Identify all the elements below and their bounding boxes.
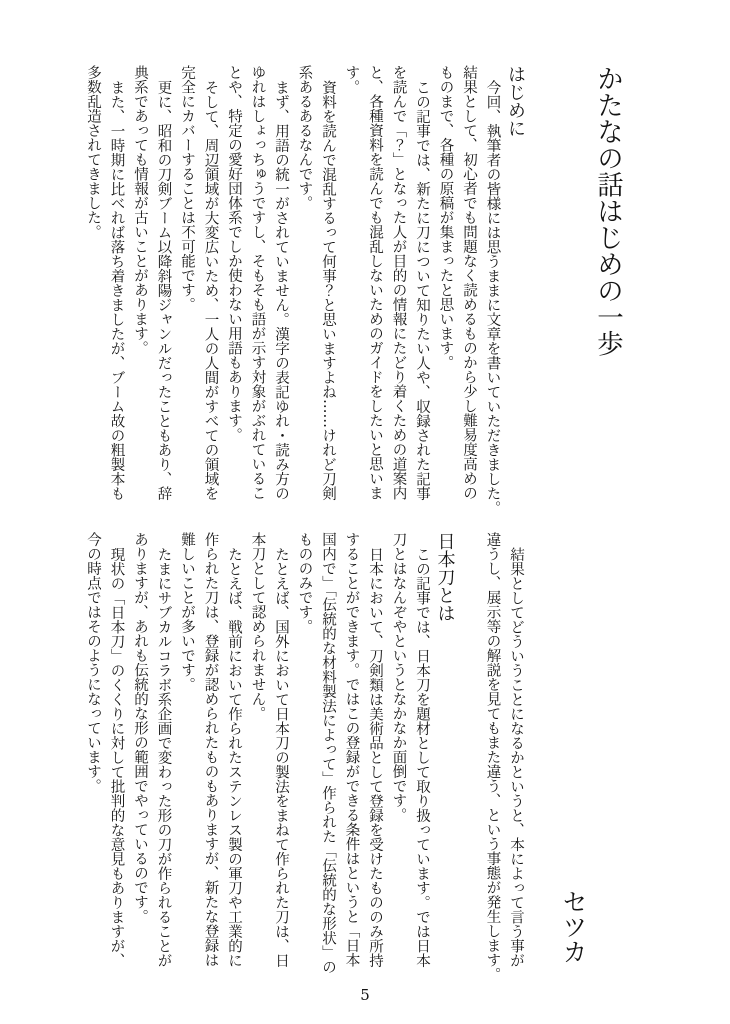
section-heading: はじめに bbox=[505, 65, 526, 137]
text-line: 結果として、初心者でも問題なく読めるものから少し難易度高めの bbox=[461, 65, 477, 500]
text-line: と、各種資料を読んでも混乱しないためのガイドをしたいと思いま bbox=[367, 65, 383, 500]
page-number: 5 bbox=[360, 986, 370, 1004]
section-heading: 日本刀とは bbox=[434, 532, 456, 622]
upper-tier bbox=[81, 65, 623, 515]
paragraph bbox=[245, 532, 292, 967]
text-line: 日本において、刀剣類は美術品として登録を受けたもののみ所持 bbox=[367, 546, 383, 967]
paragraph bbox=[81, 532, 128, 967]
paragraph bbox=[128, 532, 175, 967]
text-line: 更に、昭和の刀剣ブーム以降斜陽ジャンルだったこともあり、辞 bbox=[155, 79, 172, 500]
text-line: この記事では、新たに刀について知りたい人や、収録された記事 bbox=[414, 79, 430, 500]
text-line: 現状の「日本刀」のくくりに対して批判的な意見もありますが、 bbox=[108, 546, 125, 967]
text-line: 国内で」「伝統的な材料製法によって」作られた「伝統的な形状」の bbox=[320, 532, 336, 975]
text-line: 系あるあるなんです。 bbox=[296, 65, 313, 210]
text-line: 難しいことが多いです。 bbox=[179, 532, 195, 692]
text-line: 典系であっても情報が古いことがあります。 bbox=[132, 65, 148, 355]
text-line: 完全にカバーすることは不可能です。 bbox=[179, 65, 195, 312]
text-line: 刀とはなんぞやというとなかなか面倒です。 bbox=[390, 532, 407, 822]
text-line: ものまで、各種の原稿が集まったと思います。 bbox=[437, 65, 454, 370]
text-line: 今の時点ではそのようになっています。 bbox=[85, 532, 101, 793]
text-line: 違うし、展示等の解説を見てもまた違う、という事態が発生します。 bbox=[484, 532, 501, 982]
text-line: す。 bbox=[343, 65, 360, 94]
paragraph bbox=[433, 65, 504, 515]
paragraph bbox=[480, 532, 527, 982]
text-line: ありますが、あれも伝統的な形の範囲でやっているのです。 bbox=[132, 532, 148, 924]
text-line: を読んで「？」となった人が目的の情報にたどり着くための道案内 bbox=[390, 65, 407, 500]
paragraph bbox=[175, 532, 246, 967]
text-line: することができます。ではこの登録ができる条件はというと「日本 bbox=[343, 532, 360, 967]
paragraph bbox=[175, 65, 222, 510]
text-line: 結果としてどういうことになるかというと、本によって言う事が bbox=[508, 546, 524, 967]
text-line: 今回、執筆者の皆様には思うままに文章を書いていただきました。 bbox=[484, 79, 501, 515]
text-line: たまにサブカルコラボ系企画で変わった形の刀が作られることが bbox=[155, 546, 172, 967]
paragraph bbox=[292, 65, 339, 510]
text-line: また、一時期に比べれば落ち着きましたが、ブーム故の粗製本も bbox=[108, 79, 125, 500]
paragraph bbox=[386, 532, 433, 967]
text-line: 資料を読んで混乱するって何事？と思いますよね……けれど刀剣 bbox=[320, 79, 336, 500]
text-line: そして、周辺領域が大変広いため、一人の人間がすべての領域を bbox=[202, 79, 219, 500]
text-line: もののみです。 bbox=[296, 532, 313, 634]
text-line: たとえば、戦前において作られたステンレス製の軍刀や工業的に bbox=[226, 546, 242, 967]
text-line: 多数乱造されてきました。 bbox=[85, 65, 101, 239]
text-line: まず、用語の統一がされていません。漢字の表記ゆれ・読み方の bbox=[273, 79, 289, 500]
text-line: 作られた刀は、登録が認められたものもありますが、新たな登録は bbox=[202, 532, 219, 967]
article-title: かたなの話はじめの一歩 bbox=[592, 65, 623, 357]
lower-tier bbox=[81, 532, 589, 982]
paragraph bbox=[339, 65, 433, 510]
paragraph bbox=[292, 532, 386, 975]
paragraph bbox=[222, 65, 293, 510]
text-line: この記事では、日本刀を題材として取り扱っています。では日本 bbox=[414, 546, 430, 967]
paragraph bbox=[128, 65, 175, 510]
paragraph bbox=[81, 65, 128, 510]
text-line: ゆれはしょっちゅうですし、そもそも語が示す対象がぶれているこ bbox=[249, 65, 266, 500]
text-line: たとえば、国外において日本刀の製法をまねて作られた刀は、日 bbox=[273, 546, 289, 967]
text-line: とや、特定の愛好団体系でしか使わない用語もあります。 bbox=[226, 65, 242, 442]
text-line: 本刀として認められません。 bbox=[249, 532, 266, 721]
author-name: セツカ bbox=[559, 889, 588, 964]
